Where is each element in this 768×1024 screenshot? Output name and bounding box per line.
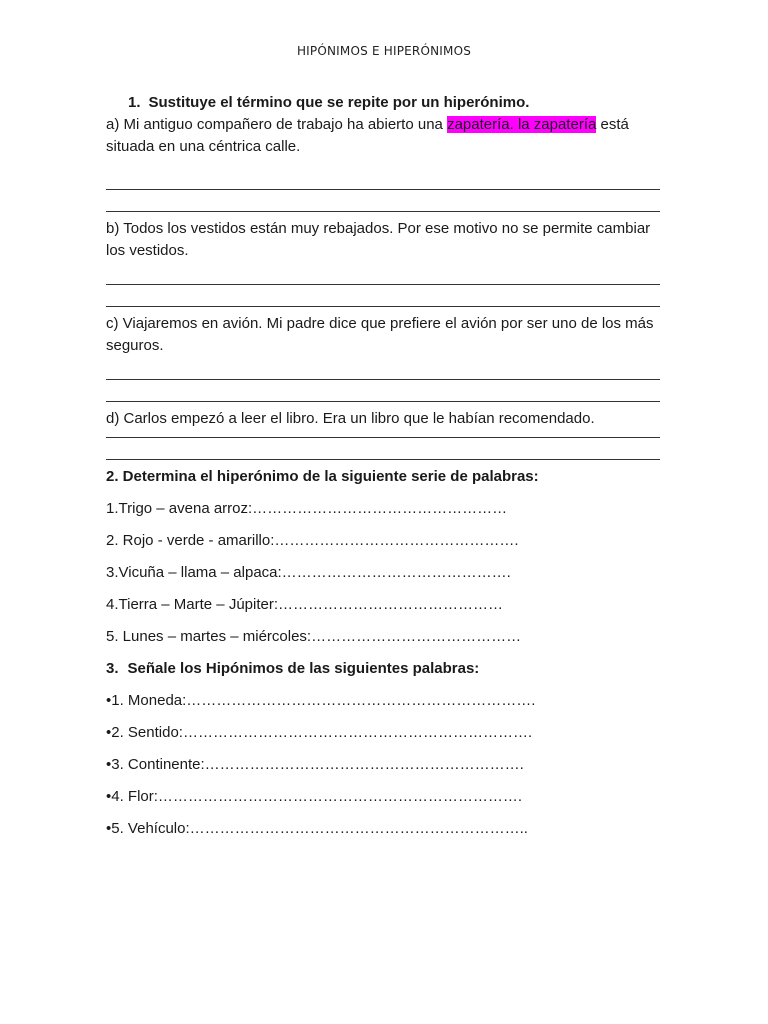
exercise-b: b) Todos los vestidos están muy rebajados. Por ese motivo no se permite cambiar los vestidos. bbox=[106, 220, 651, 259]
section-3-heading bbox=[106, 658, 662, 680]
exercise-d: d) Carlos empezó a leer el libro. Era un libro que le habían recomendado. bbox=[106, 410, 595, 427]
exercise-c: c) Viajaremos en avión. Mi padre dice que prefiere el avión por ser uno de los más seguros. bbox=[106, 315, 654, 354]
answer-line[interactable] bbox=[106, 400, 660, 402]
section-1-number: 1. bbox=[128, 94, 141, 111]
section-3-number: 3. bbox=[106, 660, 119, 677]
section-1-heading-text: Sustituye el término que se repite por un hiperónimo. bbox=[148, 94, 530, 111]
section-2-heading: 2. Determina el hiperónimo de la siguiente serie de palabras: bbox=[106, 468, 539, 485]
list-item: 5. Lunes – martes – miércoles:…………………………………… bbox=[106, 628, 522, 645]
page-title: HIPÓNIMOS E HIPERÓNIMOS bbox=[296, 44, 472, 58]
section-3-heading-text: Señale los Hipónimos de las siguientes palabras: bbox=[127, 660, 480, 677]
exercise-a bbox=[106, 114, 662, 158]
exercise-a-text-end: está situada en una céntrica calle. bbox=[106, 116, 629, 155]
list-item: •2. Sentido:……………………………………………………………. bbox=[106, 724, 533, 741]
answer-line[interactable] bbox=[106, 210, 660, 212]
highlighted-text: zapatería. la zapatería bbox=[447, 116, 597, 133]
list-item: 4.Tierra – Marte – Júpiter:……………………………………… bbox=[106, 596, 504, 613]
list-item: •1. Moneda:……………………………………………………………. bbox=[106, 692, 536, 709]
list-item: 3.Vicuña – llama – alpaca:………………………………………. bbox=[106, 564, 511, 581]
list-item: 2. Rojo - verde - amarillo:…………………………………………. bbox=[106, 532, 519, 549]
answer-line[interactable] bbox=[106, 378, 660, 380]
list-item: •5. Vehículo:………………………………………………………….. bbox=[106, 820, 528, 837]
answer-line[interactable] bbox=[106, 188, 660, 190]
answer-line[interactable] bbox=[106, 305, 660, 307]
section-1-heading bbox=[128, 92, 662, 114]
list-item: •4. Flor:………………………………………………………………. bbox=[106, 788, 523, 805]
exercise-a-text-start: a) Mi antiguo compañero de trabajo ha abierto una bbox=[106, 116, 448, 133]
worksheet-content bbox=[106, 92, 662, 840]
list-item: 1.Trigo – avena arroz:…………………………………………… bbox=[106, 500, 508, 517]
answer-line[interactable] bbox=[106, 436, 660, 438]
answer-line[interactable] bbox=[106, 283, 660, 285]
list-item: •3. Continente:………………………………………………………. bbox=[106, 756, 524, 773]
answer-line[interactable] bbox=[106, 458, 660, 460]
